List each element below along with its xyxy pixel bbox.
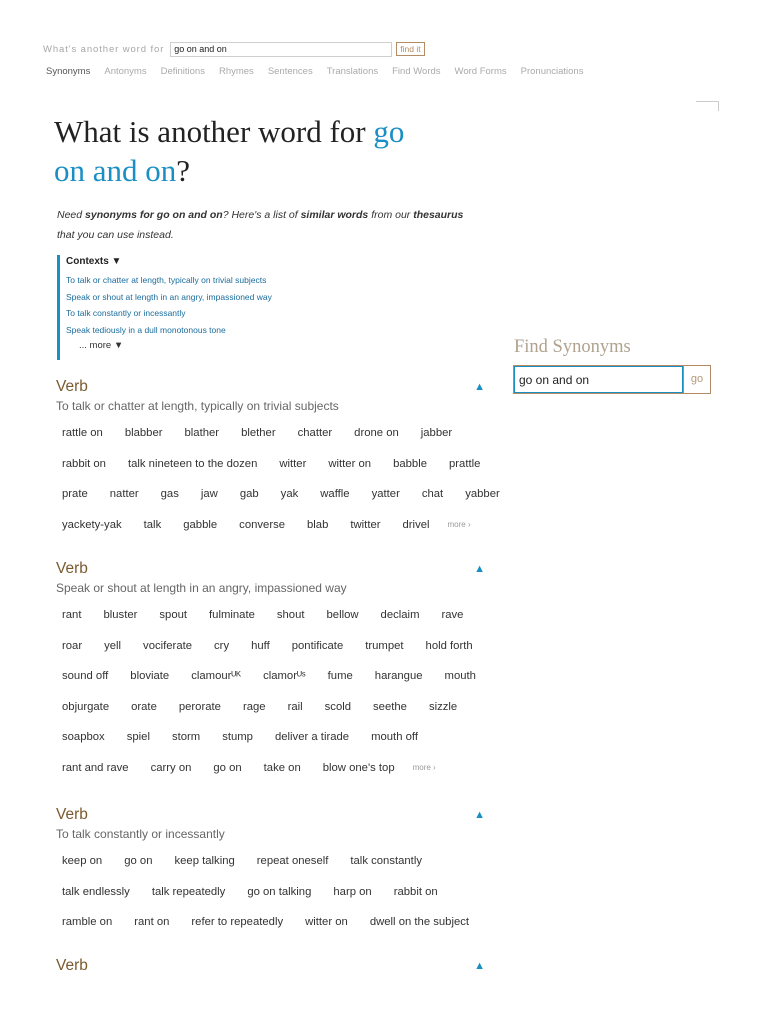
synonym-word[interactable]: talk nineteen to the dozen — [127, 457, 258, 470]
synonym-word[interactable]: jaw — [200, 488, 218, 501]
nav-tab-rhymes[interactable]: Rhymes — [218, 66, 254, 77]
more-synonyms-link[interactable]: more › — [412, 763, 436, 773]
synonym-row — [58, 600, 488, 631]
collapse-arrow-icon[interactable]: ▲ — [474, 563, 485, 575]
synonym-word[interactable]: pontificate — [291, 639, 344, 652]
synonym-list — [58, 418, 500, 540]
synonym-word[interactable]: bellow — [326, 609, 359, 622]
synonym-row — [58, 753, 488, 784]
synonym-word[interactable]: gas — [160, 488, 179, 501]
synonym-word[interactable]: seethe — [373, 700, 407, 713]
synonym-word[interactable]: converse — [239, 518, 286, 531]
synonym-word[interactable]: dwell on the subject — [369, 916, 470, 929]
synonym-word[interactable]: gab — [239, 488, 259, 501]
synonym-word[interactable]: trumpet — [365, 639, 404, 652]
part-of-speech: Verb — [56, 957, 88, 974]
context-link[interactable]: Speak tediously in a dull monotonous tone — [66, 324, 226, 335]
context-link[interactable]: To talk or chatter at length, typically on trivial subjects — [66, 275, 267, 285]
synonym-word[interactable]: orate — [131, 700, 157, 713]
synonym-word[interactable]: blether — [241, 427, 276, 440]
synonym-word[interactable]: rabbit on — [393, 885, 438, 898]
synonym-word[interactable]: rant and rave — [62, 761, 129, 774]
synonym-word[interactable]: prate — [62, 488, 88, 501]
more-synonyms-link[interactable]: more › — [447, 520, 471, 530]
nav-tab-pronunciations[interactable]: Pronunciations — [520, 66, 584, 77]
synonym-word[interactable]: huff — [251, 639, 270, 652]
synonym-word[interactable]: fume — [327, 670, 353, 683]
part-of-speech: Verb — [56, 560, 88, 577]
nav-tabs — [46, 66, 597, 77]
title-term-part1: go — [373, 114, 405, 149]
context-link[interactable]: To talk constantly or incessantly — [66, 308, 186, 318]
synonym-word[interactable]: rant on — [134, 916, 170, 929]
collapse-arrow-icon[interactable]: ▲ — [474, 809, 485, 821]
synonym-word[interactable]: talk constantly — [350, 855, 422, 868]
sense-definition: To talk or chatter at length, typically on trivial subjects — [56, 399, 339, 413]
intro-t3: from our — [368, 209, 414, 221]
synonym-word[interactable]: blabber — [124, 427, 163, 440]
synonym-word[interactable]: carry on — [150, 761, 192, 774]
synonym-section — [56, 957, 488, 975]
sense-definition: To talk constantly or incessantly — [56, 827, 225, 841]
title-term-part2: on and on — [54, 153, 177, 188]
synonym-word[interactable]: rave — [441, 609, 464, 622]
part-of-speech: Verb — [56, 806, 88, 823]
synonym-word[interactable]: bloviate — [130, 670, 170, 683]
title-prefix: What is another word for — [54, 114, 374, 149]
sense-definition: Speak or shout at length in an angry, impassioned way — [56, 581, 347, 595]
part-of-speech: Verb — [56, 378, 88, 395]
synonym-word[interactable]: gabble — [183, 518, 218, 531]
intro-t2: ? Here's a list of — [222, 209, 301, 221]
synonym-word[interactable]: witter on — [305, 916, 348, 929]
synonym-word[interactable]: chat — [421, 488, 444, 501]
find-synonyms-input[interactable] — [514, 366, 683, 393]
synonym-word[interactable]: take on — [263, 761, 301, 774]
nav-tab-word-forms[interactable]: Word Forms — [454, 66, 507, 77]
synonym-word[interactable]: perorate — [178, 700, 221, 713]
intro-b3: thesaurus — [413, 209, 464, 221]
synonym-word[interactable]: drone on — [354, 427, 399, 440]
synonym-word[interactable]: roar — [62, 639, 83, 652]
synonym-word[interactable]: rattle on — [62, 427, 103, 440]
synonym-word[interactable]: yackety-yak — [62, 518, 122, 531]
context-link[interactable]: Speak or shout at length in an angry, impassioned way — [66, 291, 272, 302]
synonym-word[interactable]: harangue — [374, 670, 423, 683]
top-search-input[interactable] — [170, 42, 392, 57]
synonym-word[interactable]: mouth — [444, 670, 476, 683]
synonym-section — [56, 560, 488, 783]
synonym-row — [58, 449, 488, 480]
synonym-word[interactable]: bluster — [103, 609, 138, 622]
synonym-word[interactable]: blab — [307, 518, 329, 531]
synonym-row — [58, 722, 488, 753]
title-suffix: ? — [176, 153, 191, 188]
go-button[interactable]: go — [683, 366, 710, 393]
synonym-word[interactable]: stump — [222, 731, 253, 744]
synonym-word[interactable]: objurgate — [62, 700, 110, 713]
synonym-row — [58, 661, 488, 692]
synonym-word[interactable]: hold forth — [425, 639, 473, 652]
synonym-word[interactable]: drivel — [402, 518, 430, 531]
synonym-row — [58, 418, 488, 449]
synonym-word[interactable]: sizzle — [428, 700, 458, 713]
synonym-word[interactable]: witter — [279, 457, 307, 470]
top-search-bar — [43, 41, 425, 57]
synonym-word[interactable]: talk repeatedly — [151, 885, 226, 898]
synonym-word[interactable]: keep talking — [174, 855, 235, 868]
synonym-word[interactable]: storm — [171, 731, 201, 744]
synonym-word[interactable]: talk — [143, 518, 162, 531]
intro-t1: Need — [57, 209, 86, 221]
synonym-row — [58, 631, 488, 662]
intro-t4: that you can use instead. — [57, 229, 174, 241]
synonym-word[interactable]: sound off — [62, 670, 109, 683]
synonym-row — [58, 846, 488, 877]
synonym-word[interactable]: rage — [242, 700, 266, 713]
contexts-more-toggle[interactable]: ... more ▼ — [79, 340, 124, 351]
synonym-word[interactable]: ramble on — [62, 916, 113, 929]
synonym-word[interactable]: go on — [213, 761, 242, 774]
nav-tab-find-words[interactable]: Find Words — [392, 66, 441, 77]
synonym-word[interactable]: yabber — [465, 488, 500, 501]
synonym-word[interactable]: yell — [104, 639, 122, 652]
synonym-word[interactable]: yatter — [371, 488, 400, 501]
contexts-list — [66, 272, 366, 338]
synonym-word[interactable]: twitter — [350, 518, 381, 531]
synonym-word[interactable]: keep on — [62, 855, 103, 868]
find-it-button[interactable]: find it — [396, 42, 424, 56]
synonym-word[interactable]: prattle — [449, 457, 481, 470]
contexts-title[interactable]: Contexts ▼ — [66, 256, 122, 267]
page-title — [54, 112, 474, 190]
synonym-word[interactable]: jabber — [420, 427, 453, 440]
synonym-word[interactable]: blather — [184, 427, 220, 440]
synonym-word[interactable]: spiel — [126, 731, 150, 744]
synonym-row — [58, 877, 488, 908]
synonym-word[interactable]: cry — [214, 639, 230, 652]
synonym-word[interactable]: chatter — [297, 427, 333, 440]
synonym-word[interactable]: refer to repeatedly — [191, 916, 284, 929]
synonym-word[interactable]: declaim — [380, 609, 420, 622]
synonym-word[interactable]: yak — [280, 488, 299, 501]
nav-tab-synonyms[interactable]: Synonyms — [46, 66, 91, 77]
synonym-list — [58, 600, 488, 783]
synonym-word[interactable]: shout — [276, 609, 305, 622]
find-synonyms-form — [513, 365, 711, 394]
synonym-section — [56, 806, 488, 938]
synonym-word[interactable]: go on talking — [247, 885, 312, 898]
synonym-word[interactable]: harp on — [333, 885, 372, 898]
synonym-word[interactable]: spout — [159, 609, 188, 622]
synonym-word[interactable]: clamourᵁᴷ — [191, 670, 242, 683]
synonym-word[interactable]: rant — [62, 609, 82, 622]
synonym-word[interactable]: witter on — [328, 457, 372, 470]
synonym-word[interactable]: waffle — [320, 488, 350, 501]
corner-decoration — [696, 101, 719, 111]
synonym-list — [58, 846, 488, 938]
collapse-arrow-icon[interactable]: ▲ — [474, 381, 485, 393]
intro-b2: similar words — [300, 209, 369, 221]
synonym-word[interactable]: repeat oneself — [256, 855, 329, 868]
synonym-word[interactable]: vociferate — [143, 639, 193, 652]
synonym-row — [58, 907, 488, 938]
collapse-arrow-icon[interactable]: ▲ — [474, 960, 485, 972]
synonym-word[interactable]: clamorᵁˢ — [263, 670, 306, 683]
synonym-word[interactable]: babble — [393, 457, 427, 470]
synonym-word[interactable]: talk endlessly — [62, 885, 130, 898]
synonym-word[interactable]: go on — [124, 855, 153, 868]
intro-b1: synonyms for go on and on — [85, 209, 223, 221]
synonym-row — [58, 692, 488, 723]
synonym-row — [58, 479, 500, 510]
search-lead-label: What's another word for — [43, 43, 165, 55]
synonym-word[interactable]: natter — [109, 488, 139, 501]
synonym-section — [56, 378, 500, 540]
nav-tab-definitions[interactable]: Definitions — [160, 66, 205, 77]
nav-tab-sentences[interactable]: Sentences — [267, 66, 313, 77]
synonym-word[interactable]: scold — [324, 700, 352, 713]
nav-tab-translations[interactable]: Translations — [326, 66, 379, 77]
synonym-word[interactable]: mouth off — [371, 731, 418, 744]
synonym-word[interactable]: rail — [287, 700, 303, 713]
nav-tab-antonyms[interactable]: Antonyms — [104, 66, 147, 77]
intro-text — [57, 205, 497, 245]
synonym-word[interactable]: soapbox — [62, 731, 105, 744]
synonym-row — [58, 510, 488, 541]
synonym-word[interactable]: deliver a tirade — [274, 731, 350, 744]
synonym-word[interactable]: rabbit on — [62, 457, 106, 470]
synonym-word[interactable]: blow one's top — [322, 761, 395, 774]
contexts-box — [57, 255, 366, 360]
synonym-word[interactable]: fulminate — [209, 609, 255, 622]
find-synonyms-title: Find Synonyms — [514, 337, 631, 357]
